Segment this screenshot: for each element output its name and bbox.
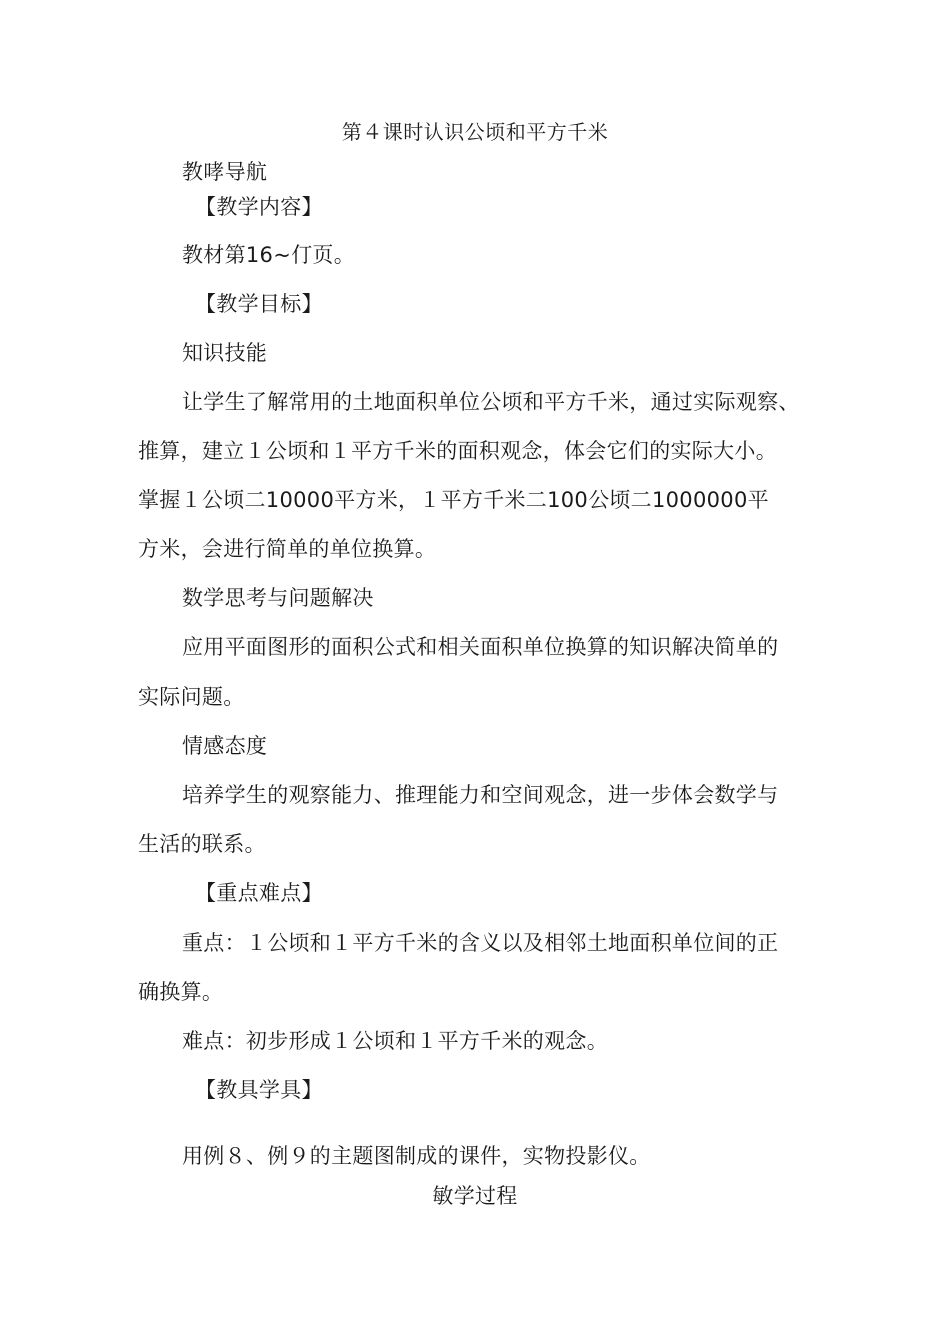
difficulty-text: 难点：初步形成１公顷和１平方千米的观念。 bbox=[182, 1029, 608, 1053]
process-label: 敏学过程 bbox=[432, 1184, 518, 1208]
attitude-heading: 情感态度 bbox=[182, 734, 268, 758]
keypoints-heading: 【重点难点】 bbox=[195, 881, 323, 905]
skills-line: 方米，会进行简单的单位换算。 bbox=[138, 537, 437, 561]
lesson-title: 第４课时认识公顷和平方千米 bbox=[341, 120, 609, 144]
content-text: 教材第16~仃页。 bbox=[182, 243, 356, 267]
goals-heading: 【教学目标】 bbox=[195, 292, 323, 316]
guide-label: 教哮导航 bbox=[182, 160, 268, 184]
thinking-heading: 数学思考与问题解决 bbox=[182, 586, 374, 610]
content-heading: 【教学内容】 bbox=[195, 195, 323, 219]
skills-line: 掌握１公顷二10000平方米，１平方千米二100公顷二1000000平 bbox=[138, 488, 769, 512]
keypoint-line: 重点：１公顷和１平方千米的含义以及相邻土地面积单位间的正 bbox=[182, 931, 779, 955]
attitude-line: 生活的联系。 bbox=[138, 832, 266, 856]
thinking-line: 实际问题。 bbox=[138, 685, 245, 709]
tools-heading: 【教具学具】 bbox=[195, 1078, 323, 1102]
skills-line: 让学生了解常用的土地面积单位公顷和平方千米，通过实际观察、 bbox=[182, 390, 800, 414]
thinking-line: 应用平面图形的面积公式和相关面积单位换算的知识解决简单的 bbox=[182, 635, 779, 659]
keypoint-line: 确换算。 bbox=[138, 980, 224, 1004]
tools-text: 用例８、例９的主题图制成的课件，实物投影仪。 bbox=[182, 1144, 651, 1168]
attitude-line: 培养学生的观察能力、推理能力和空间观念，进一步体会数学与 bbox=[182, 783, 779, 807]
skills-line: 推算，建立１公顷和１平方千米的面积观念，体会它们的实际大小。 bbox=[138, 439, 777, 463]
skills-heading: 知识技能 bbox=[182, 341, 268, 365]
